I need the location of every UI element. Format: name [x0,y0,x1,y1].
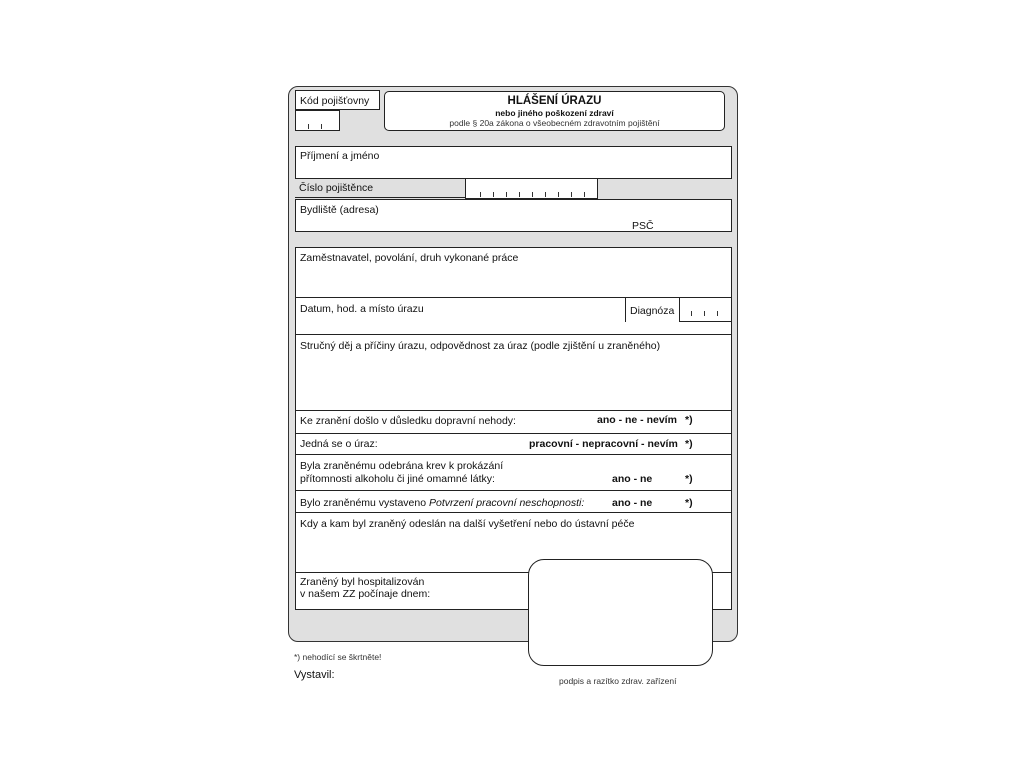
sick-note-options[interactable]: ano - ne [612,497,653,509]
insurer-code-label: Kód pojišťovny [300,95,370,107]
hospitalization-label-line2: v našem ZZ počínaje dnem: [300,588,431,600]
form-subtitle: nebo jiného poškození zdraví [495,108,614,118]
sick-note-question-prefix: Bylo zraněnému vystaveno [300,497,429,509]
insurer-code-input[interactable] [295,110,340,131]
diagnosis-label: Diagnóza [630,305,675,317]
description-label: Stručný děj a příčiny úrazu, odpovědnost za úraz (podle zjištění u zraněného) [300,340,661,352]
diagnosis-tick [691,311,692,316]
insured-number-tick [571,192,572,197]
insured-number-tick [480,192,481,197]
insured-number-tick [506,192,507,197]
insured-number-tick [493,192,494,197]
divider [296,454,731,455]
postal-code-label: PSČ [632,220,654,232]
injury-type-options[interactable]: pracovní - nepracovní - nevím [529,438,678,450]
traffic-accident-asterisk: *) [685,414,693,426]
employer-label: Zaměstnavatel, povolání, druh vykonané práce [300,252,519,264]
date-place-label: Datum, hod. a místo úrazu [300,303,424,315]
sick-note-question [300,497,584,509]
traffic-accident-question: Ke zranění došlo v důsledku dopravní nehody: [300,415,516,427]
footnote: *) nehodící se škrtněte! [294,652,382,662]
blood-test-question-line1: Byla zraněnému odebrána krev k prokázání [300,460,504,472]
injury-type-question: Jedná se o úraz: [300,438,378,450]
blood-test-options[interactable]: ano - ne [612,473,653,485]
traffic-accident-options[interactable]: ano - ne - nevím [597,414,677,426]
blood-test-question-line2: přítomnosti alkoholu či jiné omamné látky: [300,473,495,485]
insured-number-tick [519,192,520,197]
title-box [384,91,725,131]
divider [296,334,731,335]
sick-note-question-document: Potvrzení pracovní neschopnosti: [428,497,585,509]
diagnosis-input[interactable] [679,298,732,322]
insured-number-input[interactable] [465,178,598,199]
insured-number-label-box [295,178,465,198]
insured-number-tick [532,192,533,197]
diagnosis-tick [717,311,718,316]
divider [296,410,731,411]
address-label: Bydliště (adresa) [300,204,379,216]
sick-note-asterisk: *) [685,497,693,509]
issued-by-label: Vystavil: [294,669,335,681]
divider [296,433,731,434]
form-law-reference: podle § 20a zákona o všeobecném zdravotním pojištění [449,118,660,128]
signature-stamp-box[interactable] [528,559,713,666]
insurer-code-tick [308,124,309,129]
insured-number-tick [558,192,559,197]
insured-number-tick [545,192,546,197]
insurer-code-label-box [295,90,380,110]
address-field[interactable] [295,199,732,232]
name-field[interactable] [295,146,732,179]
divider [296,490,731,491]
insurer-code-tick [321,124,322,129]
insured-number-tick [584,192,585,197]
hospitalization-label-line1: Zraněný byl hospitalizován [300,576,425,588]
insured-number-label: Číslo pojištěnce [299,182,374,194]
diagnosis-tick [704,311,705,316]
injury-details-box [295,247,732,610]
diagnosis-label-box [625,298,679,322]
form-title: HLÁŠENÍ ÚRAZU [507,95,602,107]
blood-test-asterisk: *) [685,473,693,485]
referral-label: Kdy a kam byl zraněný odeslán na další vyšetření nebo do ústavní péče [300,518,635,530]
injury-type-asterisk: *) [685,438,693,450]
divider [296,512,731,513]
name-label: Příjmení a jméno [300,150,380,162]
stamp-caption: podpis a razítko zdrav. zařízení [559,676,677,686]
